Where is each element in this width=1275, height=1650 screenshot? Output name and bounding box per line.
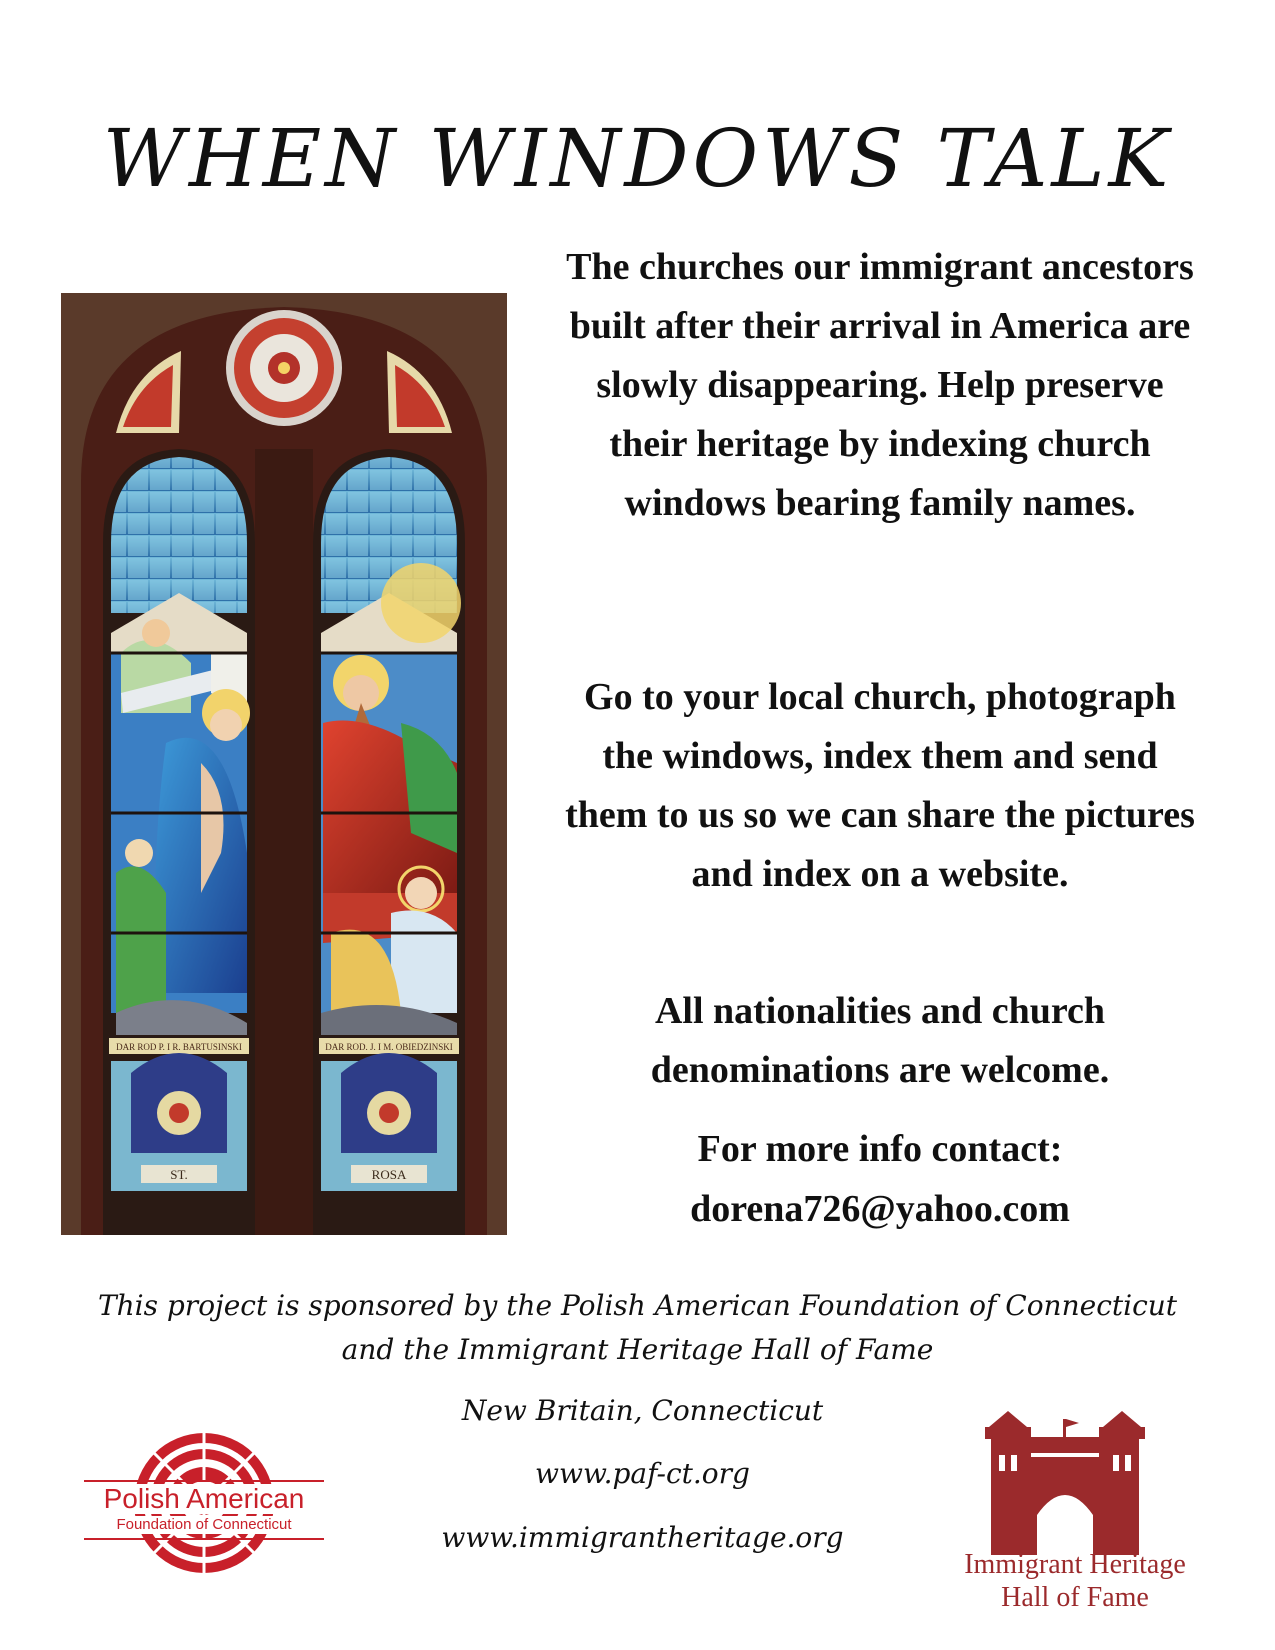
sponsor-text-line-2: and the Immigrant Heritage Hall of Fame (341, 1333, 934, 1366)
intro-paragraph: The churches our immigrant ancestors built after their arrival in America are slowly disappearing. Help preserve their heritage by indexing church windows bearing family names. (566, 246, 1194, 524)
paf-logo-subtitle: Foundation of Connecticut (84, 1516, 324, 1534)
welcome-paragraph: All nationalities and church denominations are welcome. (650, 990, 1110, 1091)
window-inscription-rosa: ROSA (371, 1167, 407, 1182)
window-inscription-right: DAR ROD. J. I M. OBIEDZINSKI (325, 1042, 453, 1052)
instructions-paragraph: Go to your local church, photograph the windows, index them and send them to us so we can share the pictures and index on a website. (565, 676, 1195, 895)
city-text: New Britain, Connecticut (461, 1394, 824, 1427)
contact-label: For more info contact: (697, 1128, 1063, 1170)
stained-glass-window-photo (61, 293, 507, 1235)
ihhf-logo-line-1: Immigrant Heritage (964, 1549, 1186, 1580)
page-title: WHEN WINDOWS TALK (102, 111, 1173, 205)
contact-email-link[interactable]: dorena726@yahoo.com (690, 1188, 1070, 1230)
window-inscription-left: DAR ROD P. I R. BARTUSINSKI (116, 1042, 242, 1052)
immigrant-heritage-arch-logo (985, 1405, 1145, 1555)
paf-website-link[interactable]: www.paf-ct.org (535, 1457, 750, 1490)
paf-logo-name: Polish American (84, 1484, 324, 1514)
immigrant-heritage-website-link[interactable]: www.immigrantheritage.org (441, 1521, 844, 1554)
ihhf-logo-line-2: Hall of Fame (1001, 1582, 1149, 1613)
paf-logo-rule-bottom (84, 1538, 324, 1540)
window-inscription-st: ST. (170, 1167, 188, 1182)
paf-logo-rule-top (84, 1480, 324, 1482)
sponsor-text-line-1: This project is sponsored by the Polish American Foundation of Connecticut (97, 1289, 1178, 1322)
